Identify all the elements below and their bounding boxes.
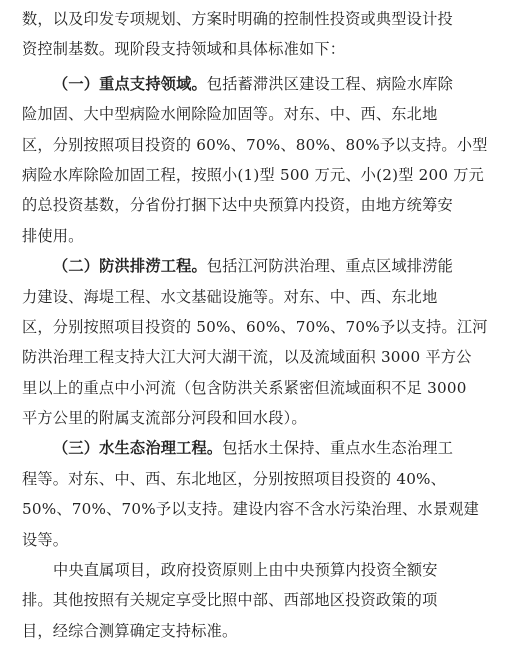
section-heading-1: （一）重点支持领域。 bbox=[53, 74, 207, 93]
section-text: 包括江河防洪治理、重点区域排涝能 bbox=[206, 257, 454, 276]
paragraph-line: 数，以及印发专项规划、方案时明确的控制性投资或典型设计投 bbox=[22, 10, 453, 28]
paragraph-line: 病险水库除险加固工程，按照小(1)型 500 万元、小(2)型 200 万元 bbox=[22, 165, 485, 184]
paragraph-line: 力建设、海堤工程、水文基础设施等。对东、中、西、东北地 bbox=[22, 287, 438, 306]
section-text: 包括蓄滞洪区建设工程、病险水库除 bbox=[206, 74, 454, 93]
paragraph-line: 平方公里的附属支流部分河段和回水段）。 bbox=[22, 409, 307, 428]
section-heading-line bbox=[22, 433, 494, 463]
paragraph-line: 险加固、大中型病险水闸除险加固等。对东、中、西、东北地 bbox=[22, 105, 438, 124]
section-heading-line bbox=[22, 69, 494, 99]
paragraph-line: 的总投资基数，分省份打捆下达中央预算内投资，由地方统筹安 bbox=[22, 196, 453, 215]
paragraph-line: 防洪治理工程支持大江大河大湖干流，以及流域面积 3000 平方公 bbox=[22, 348, 472, 367]
section-text: 包括水土保持、重点水生态治理工 bbox=[222, 439, 454, 458]
section-heading-3: （三）水生态治理工程。 bbox=[53, 439, 223, 458]
paragraph-line: 区，分别按照项目投资的 50%、60%、70%、70%予以支持。江河 bbox=[22, 317, 488, 336]
paragraph-line: 设等。 bbox=[22, 530, 69, 549]
paragraph-line: 中央直属项目，政府投资原则上由中央预算内投资全额安 bbox=[53, 561, 438, 580]
paragraph-line: 资控制基数。现阶段支持领域和具体标准如下： bbox=[22, 40, 346, 59]
paragraph-line: 排使用。 bbox=[22, 226, 84, 245]
paragraph-line: 50%、70%、70%予以支持。建设内容不含水污染治理、水景观建 bbox=[22, 500, 479, 519]
section-heading-line bbox=[22, 251, 494, 281]
paragraph-line: 区，分别按照项目投资的 60%、70%、80%、80%予以支持。小型 bbox=[22, 135, 488, 154]
paragraph-line: 排。其他按照有关规定享受比照中部、西部地区投资政策的项 bbox=[22, 591, 438, 610]
section-heading-2: （二）防洪排涝工程。 bbox=[53, 257, 207, 276]
paragraph-line: 目，经综合测算确定支持标准。 bbox=[22, 621, 238, 640]
paragraph-line: 里以上的重点中小河流（包含防洪关系紧密但流域面积不足 3000 bbox=[22, 378, 467, 397]
paragraph-line: 程等。对东、中、西、东北地区，分别按照项目投资的 40%、 bbox=[22, 469, 447, 488]
